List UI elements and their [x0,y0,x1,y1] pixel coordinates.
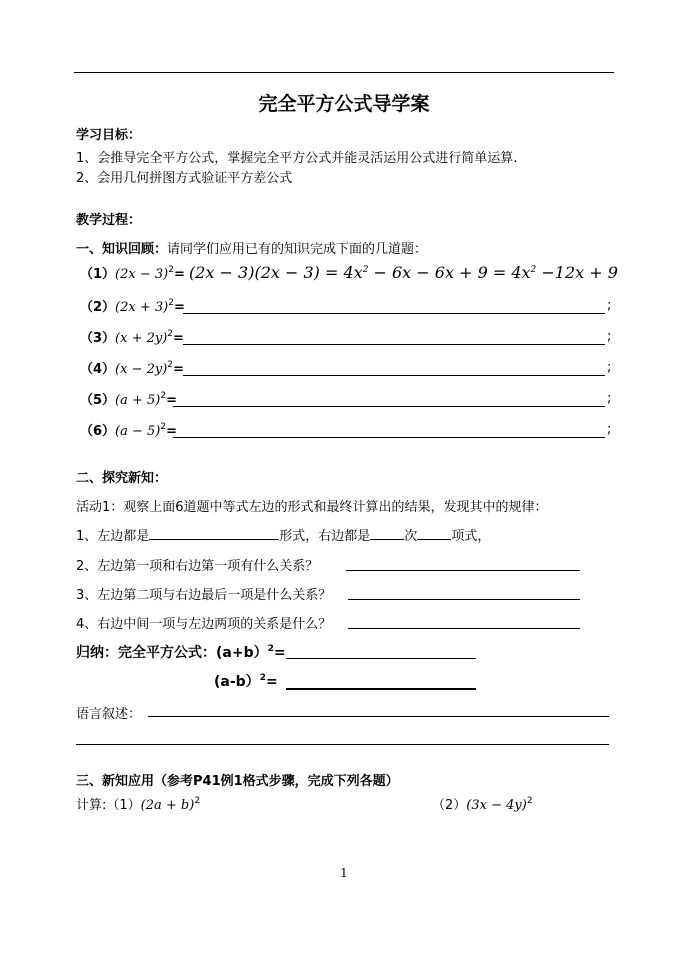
calc-number: （2） [432,798,467,813]
question-text: 项式， [451,529,491,544]
question-2: 2、左边第一项和右边第一项有什么关系？ [76,559,319,574]
exponent: 2 [168,265,174,275]
exponent: 2 [267,644,274,654]
language-label: 语言叙述： [76,707,142,722]
exponent: 2 [168,298,174,308]
solution-part: −12x + 9 [536,263,618,282]
exponent: 2 [160,422,167,432]
line-end: ; [607,329,612,344]
answer-line[interactable] [348,628,580,629]
exponent: 2 [259,673,266,683]
header-rule [74,72,614,73]
problem-number: （4） [80,362,116,377]
answer-line[interactable] [348,599,580,600]
line-end: ; [607,422,612,437]
solution-part: − 6x − 6x + 9 = 4x [368,263,531,282]
review-heading: 一、知识回顾： [76,242,168,257]
answer-line[interactable] [76,744,609,745]
problem-expression: (a − 5) [115,424,161,439]
problem-expression: (a + 5) [115,393,161,408]
objective-item: 1、会推导完全平方公式，掌握完全平方公式并能灵活运用公式进行简单运算. [76,151,518,166]
document-title: 完全平方公式导学案 [258,93,430,115]
objectives-heading: 学习目标： [76,128,142,143]
explore-heading: 二、探究新知： [76,471,168,486]
problem-expression: (2x − 3) [115,267,169,282]
answer-line[interactable] [173,406,605,407]
activity-text: 活动1：观察上面6道题中等式左边的形式和最终计算出的结果，发现其中的规律： [76,500,548,515]
answer-line[interactable] [286,658,476,659]
answer-line[interactable] [183,344,605,345]
equals-sign: = [173,362,184,377]
exponent: 2 [530,265,537,275]
blank-terms[interactable] [417,526,451,540]
equals-sign: = [166,393,178,408]
question-text: 1、左边都是 [76,529,150,544]
line-end: ; [607,391,612,406]
equals-sign: = [265,674,278,690]
question-1 [76,525,490,544]
problem-1 [80,263,618,282]
problem-expression: (2a + b) [140,798,195,813]
question-4: 4、右边中间一项与左边两项的关系是什么？ [76,617,332,632]
calc-problem-2 [432,794,533,813]
formula: (a+b） [216,645,268,661]
answer-line[interactable] [183,375,605,376]
exponent: 2 [167,360,174,370]
formula: (a-b） [214,674,260,690]
problem-expression: (3x − 4y) [466,798,527,813]
question-3: 3、左边第二项与右边最后一项是什么关系？ [76,588,332,603]
review-text: 请同学们应用已有的知识完成下面的几道题： [167,242,428,257]
page-number: 1 [340,866,348,880]
summary-label: 归纳：完全平方公式： [76,645,216,661]
answer-line[interactable] [148,716,609,717]
problem-expression: (2x + 3) [115,300,169,315]
process-heading: 教学过程： [76,213,142,228]
answer-line[interactable] [286,688,476,690]
blank-form[interactable] [149,526,279,540]
exponent: 2 [362,265,369,275]
blank-degree[interactable] [370,526,404,540]
problem-expression: (x + 2y) [115,331,168,346]
answer-line[interactable] [173,437,605,438]
calc-problem-1 [76,794,200,813]
equals-sign: = [173,300,185,315]
problem-number: （6） [80,424,116,439]
line-end: ; [607,298,612,313]
question-text: 形式，右边都是 [279,529,371,544]
problem-number: （2） [80,300,116,315]
line-end: ; [607,360,612,375]
problem-6 [80,420,177,439]
apply-heading: 三、新知应用（参考P41例1格式步骤，完成下列各题） [76,774,399,789]
problem-number: （5） [80,393,116,408]
exponent: 2 [167,329,174,339]
solution-part: (2x − 3)(2x − 3) = 4x [189,263,363,282]
exponent: 2 [194,796,201,806]
calc-label: 计算:（1） [76,798,141,813]
problem-4 [80,358,184,377]
formula-row-1 [76,642,286,662]
answer-line[interactable] [346,570,580,571]
equals-sign: = [173,331,184,346]
answer-line[interactable] [183,313,605,314]
problem-2 [80,296,185,315]
question-text: 次 [404,529,418,544]
review-intro [76,238,427,257]
exponent: 2 [160,391,167,401]
exponent: 2 [526,796,533,806]
problem-expression: (x − 2y) [115,362,168,377]
equals-sign: = [166,424,178,439]
objective-item: 2、会用几何拼图方式验证平方差公式 [76,171,293,186]
problem-number: （3） [80,331,116,346]
problem-number: （1） [80,267,116,282]
problem-5 [80,389,177,408]
worked-solution [189,263,618,282]
equals-sign: = [173,267,185,282]
equals-sign: = [273,645,286,661]
formula-row-2 [214,671,278,691]
problem-3 [80,327,184,346]
